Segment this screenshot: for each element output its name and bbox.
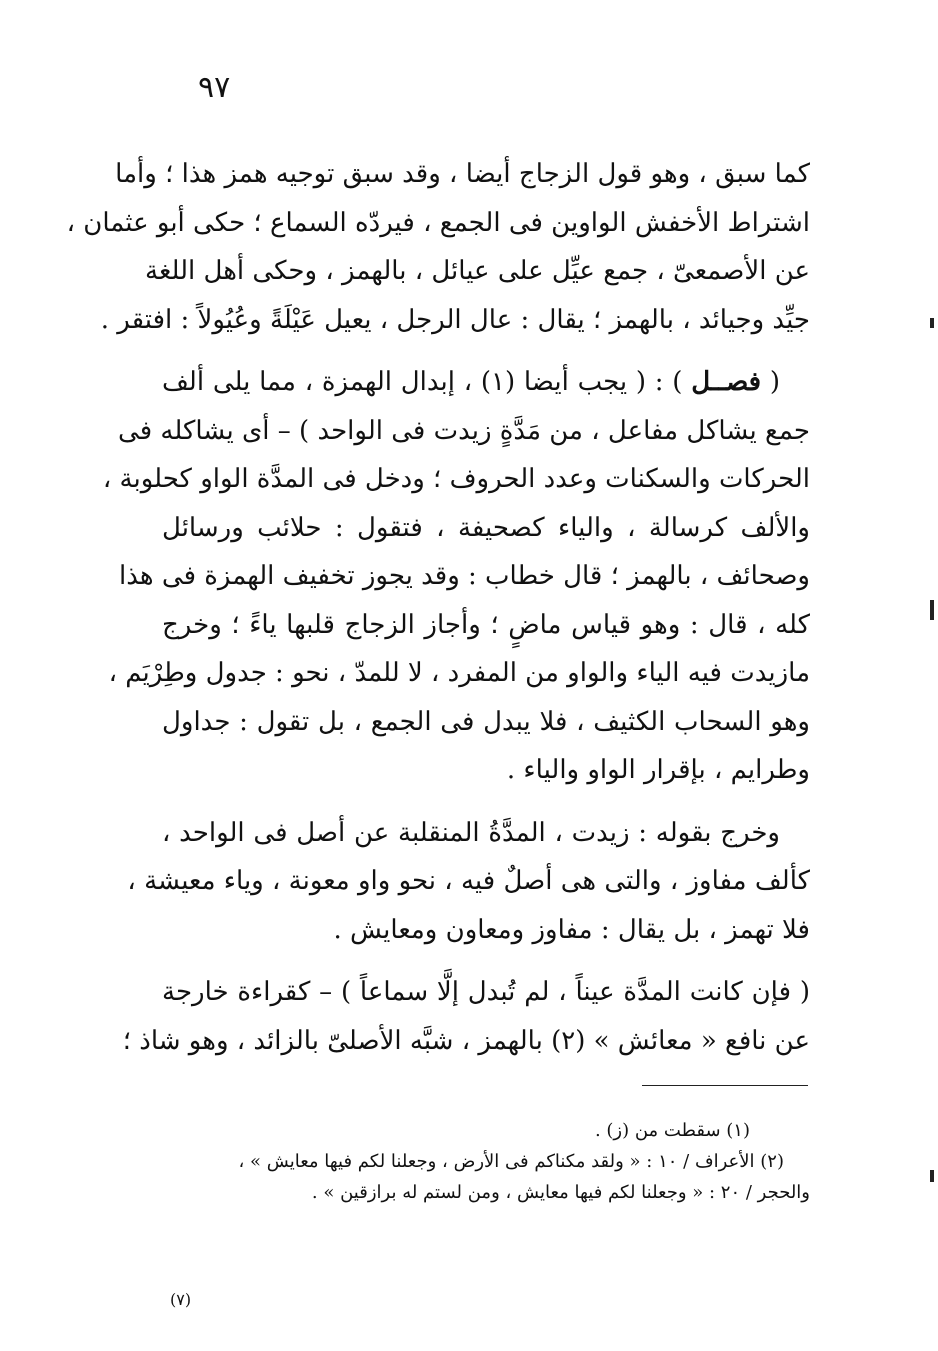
footnote-2: (٢) الأعراف / ١٠ : « ولقد مكناكم فى الأرض ، وجعلنا لكم فيها معايش » ، xyxy=(238,1151,784,1172)
text-line: وهو السحاب الكثيف ، فلا يبدل فى الجمع ، بل تقول : جداول xyxy=(162,706,810,737)
text-line: جمع يشاكل مفاعل ، من مَدَّةٍ زيدت فى الواحد ) – أى يشاكله فى xyxy=(118,415,810,446)
text-line: والألف كرسالة ، والياء كصحيفة ، فتقول : حلائب ورسائل xyxy=(162,512,810,543)
text-line: اشتراط الأخفش الواوين فى الجمع ، فيردّه السماع ؛ حكى أبو عثمان ، xyxy=(66,207,810,238)
signature-mark: (٧) xyxy=(170,1290,192,1309)
text-line: عن نافع « معائش » (٢) بالهمز ، شبَّه الأصلىّ بالزائد ، وهو شاذ ؛ xyxy=(122,1025,810,1056)
footnote-divider xyxy=(642,1085,808,1086)
page-number: ٩٧ xyxy=(198,70,231,105)
text-line: كله ، قال : وهو قياس ماضٍ ؛ وأجاز الزجاج قلبها ياءً ؛ وخرج xyxy=(162,609,810,640)
section-label: فصــل xyxy=(691,367,762,397)
section-heading-line xyxy=(162,358,810,407)
scan-edge-mark xyxy=(930,1170,934,1182)
text-line: فلا تهمز ، بل يقال : مفاوز ومعاون ومعايش . xyxy=(333,914,810,945)
text-line: كما سبق ، وهو قول الزجاج أيضا ، وقد سبق توجيه همز هذا ؛ وأما xyxy=(115,159,810,189)
text-line: عن الأصمعىّ ، جمع عيِّل على عيائل ، بالهمز ، وحكى أهل اللغة xyxy=(145,256,810,286)
text-line: ( فإن كانت المدَّة عيناً ، لم تُبدل إلَّا سماعاً ) – كقراءة خارجة xyxy=(162,977,810,1007)
footnotes xyxy=(162,1115,810,1208)
text-line: جيِّد وجيائد ، بالهمز ؛ يقال : عال الرجل ، يعيل عَيْلَةً وعُيُولاً : افتقر . xyxy=(100,304,810,335)
scan-edge-mark xyxy=(930,600,934,620)
text-line: الحركات والسكنات وعدد الحروف ؛ ودخل فى المدَّة الواو كحلوبة ، xyxy=(102,464,810,494)
text-line: وخرج بقوله : زيدت ، المدَّةُ المنقلبة عن أصل فى الواحد ، xyxy=(162,817,780,848)
body-text xyxy=(66,150,810,1065)
scan-edge-mark xyxy=(930,318,934,328)
text-line: وصحائف ، بالهمز ؛ قال خطاب : وقد يجوز تخفيف الهمزة فى هذا xyxy=(119,561,810,591)
heading-text: ) : ( يجب أيضا (١) ، إبدال الهمزة ، مما يلى ألف xyxy=(162,367,683,397)
text-line: مازيدت فيه الياء والواو من المفرد ، لا للمدّ ، نحو : جدول وطِرْيَم ، xyxy=(108,658,810,688)
footnote-2-continuation: والحجر / ٢٠ : « وجعلنا لكم فيها معايش ، ومن لستم له برازقين » . xyxy=(311,1182,810,1203)
text-line: وطرايم ، بإقرار الواو والياء . xyxy=(506,755,810,785)
text-line: كألف مفاوز ، والتى هى أصلٌ فيه ، نحو واو معونة ، وياء معيشة ، xyxy=(127,866,810,896)
open-paren: ( xyxy=(769,367,781,397)
footnote-1: (١) سقطت من (ز) . xyxy=(594,1120,750,1141)
